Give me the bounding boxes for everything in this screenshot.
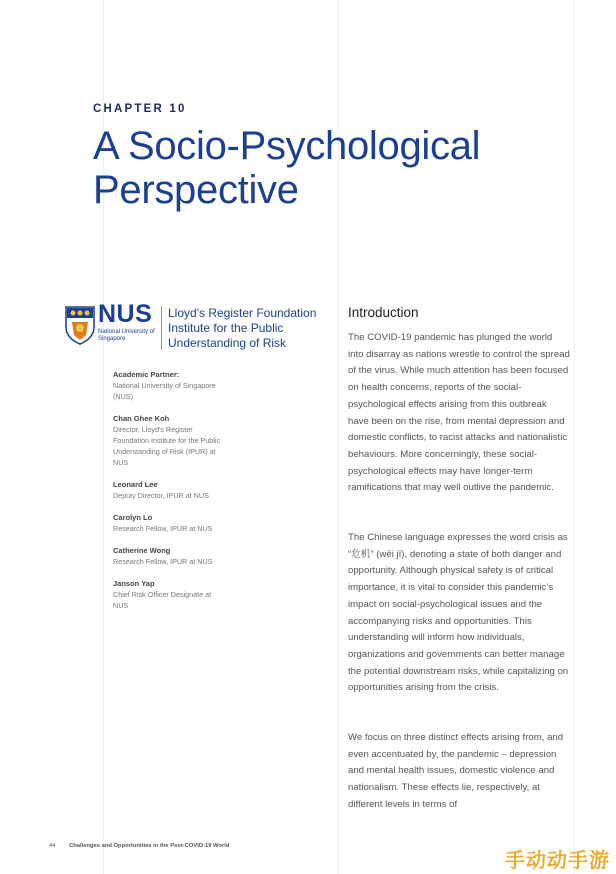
watermark-logo: 手动动手游: [505, 850, 610, 872]
contributor-item: [113, 414, 228, 468]
contributor-role: Research Fellow, IPUR at NUS: [113, 524, 213, 533]
contributor-role: Chief Risk Officer Designate at NUS: [113, 590, 212, 610]
contributor-name: Leonard Lee: [113, 480, 158, 489]
contributor-item: [113, 480, 228, 501]
contributor-item: [113, 546, 228, 567]
contributor-role: National University of Singapore (NUS): [113, 381, 216, 401]
column-guide-right: [574, 0, 575, 874]
section-heading: Introduction: [348, 305, 419, 320]
body-paragraph: We focus on three distinct effects arising from, and even accentuated by, the pandemic – depression and mental health issues, domestic violence and nationalism. These effects lie, respectively, at different levels in terms of: [348, 732, 564, 810]
body-paragraph: The Chinese language expresses the word crisis as “危机” (wēi jī), denoting a state of both danger and opportunity. Although physical safety is of critical importance, it is vital to consider this pandemic’s impact on social-psychological issues and the accompanying risks and opportunities. This understanding will inform how individuals, organizations and governments can better manage the potential downstream risks, while capitalizing on opportunities arising from the crisis.: [348, 532, 569, 694]
contributor-item: [113, 579, 228, 611]
lrf-institute-name: Lloyd's Register Foundation Institute for the Public Understanding of Risk: [168, 306, 317, 350]
page-number: 44: [49, 843, 56, 849]
contributor-role: Research Fellow, IPUR at NUS: [113, 557, 213, 566]
contributor-name: Janson Yap: [113, 579, 155, 588]
nus-lrf-logo: [64, 300, 334, 353]
nus-subtitle: National University of Singapore: [98, 329, 155, 342]
contributor-name: Catherine Wong: [113, 546, 171, 555]
contributor-name: Carolyn Lo: [113, 513, 153, 522]
contributor-role: Deputy Director, IPUR at NUS: [113, 491, 209, 500]
body-paragraph: The COVID-19 pandemic has plunged the world into disarray as nations wrestle to control the spread of the virus. While much attention has been focused on health concerns, reports of the social-psychological effects arising from this outbreak have been on the rise, from mental depression and domestic conflicts, to racist attacks and nationalistic behaviours. More concerningly, these social-psychological effects may have longer-term ramifications that may well outlive the pandemic.: [348, 332, 570, 494]
chapter-title: A Socio-Psychological Perspective: [93, 124, 481, 212]
contributor-name: Academic Partner:: [113, 370, 180, 379]
contributor-item: [113, 370, 228, 402]
footer-title: Challenges and Opportunities in the Post-COVID-19 World: [69, 843, 230, 849]
nus-wordmark: NUS: [98, 300, 153, 328]
logo-divider: [161, 306, 162, 350]
page-footer: [49, 843, 229, 849]
chapter-label: CHAPTER 10: [93, 103, 187, 115]
nus-crest-icon: [64, 305, 96, 345]
contributor-item: [113, 513, 228, 534]
contributor-list: [113, 370, 228, 623]
contributor-name: Chan Ghee Koh: [113, 414, 170, 423]
contributor-role: Director, Lloyd's Register Foundation Institute for the Public Understanding of Risk (IPUR) at NUS: [113, 425, 221, 467]
